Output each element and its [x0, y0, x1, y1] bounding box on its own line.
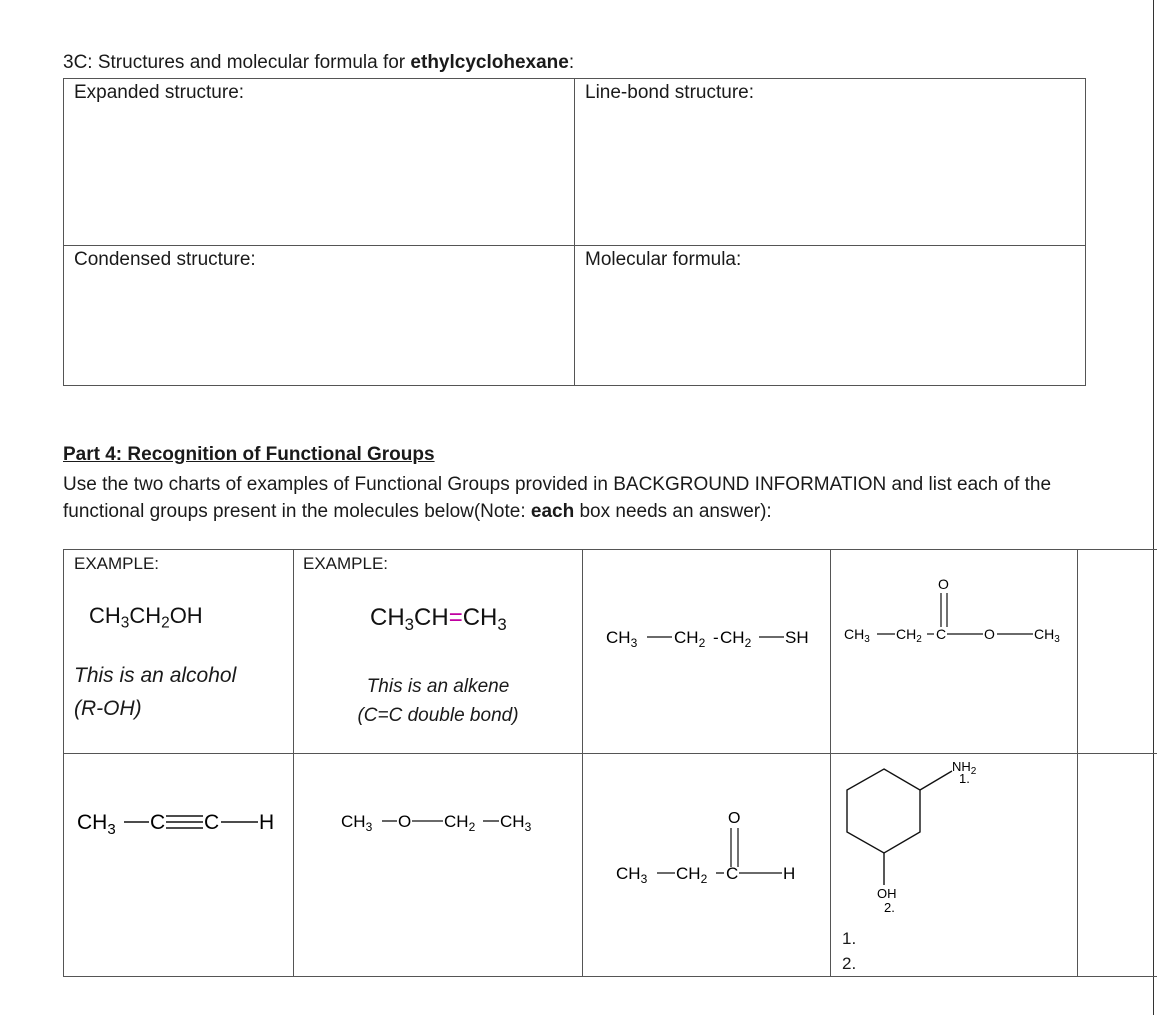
expanded-structure-label: Expanded structure: [74, 82, 245, 103]
svg-text:CH3: $CH_3$ [616, 864, 648, 886]
svg-text:O: O [398, 812, 412, 831]
svg-text:SH: SH [785, 628, 809, 647]
molecular-formula-cell[interactable] [575, 246, 1086, 386]
svg-text:C: C [936, 626, 947, 642]
line-bond-structure-label: Line-bond structure: [585, 82, 754, 103]
svg-text:H: H [259, 811, 275, 834]
functional-group-grid [63, 549, 1157, 977]
svg-text:CH2: $CH_2$ [896, 626, 922, 645]
condensed-structure-cell[interactable] [64, 246, 575, 386]
part4-instructions: Use the two charts of examples of Functional Groups provided in BACKGROUND INFORMATION and list each of the functional groups present in the molecules below(Note: each box needs an answer): [63, 474, 1052, 522]
condensed-structure-label: Condensed structure: [74, 249, 256, 270]
svg-text:CH2: $CH_2$ [676, 864, 708, 886]
svg-text:CH3: $CH_3$ [500, 812, 532, 834]
svg-text:C: C [204, 811, 220, 834]
grid-bottom-border [63, 976, 1157, 977]
svg-text:1.: 1. [959, 771, 970, 786]
answer-number-1: 1. [842, 929, 857, 948]
ethanol-formula: $CH_3CH_2OH$ [89, 603, 203, 632]
svg-text:CH2: $CH_2$ [720, 628, 752, 650]
line-bond-structure-cell[interactable] [575, 79, 1086, 246]
svg-text:H: H [783, 864, 796, 883]
example2-note: This is an alkene (C=C double bond) [357, 676, 519, 726]
svg-text:C: C [150, 811, 166, 834]
ester-structure [830, 549, 1077, 753]
example1-label: EXAMPLE: [74, 554, 160, 573]
svg-text:NH2: $NH_2$ [952, 759, 977, 777]
svg-text:CH3: $CH_3$ [1034, 626, 1060, 645]
svg-text:CH3: $CH_3$ [844, 626, 870, 645]
alkyne-structure [63, 753, 293, 976]
part4-title: Part 4: Recognition of Functional Groups [63, 444, 435, 465]
svg-text:CH3: $CH_3$ [77, 811, 116, 838]
svg-text:CH3: $CH_3$ [341, 812, 373, 834]
svg-text:O: O [984, 626, 995, 642]
svg-text:CH2: $CH_2$ [674, 628, 706, 650]
aminocyclohexanol-structure [830, 753, 1077, 976]
svg-text:CH3: $CH_3$ [606, 628, 638, 650]
section-3c-heading: 3C: Structures and molecular formula for ethylcyclohexane: [63, 52, 575, 73]
propene-formula: $CH_3CH=CH_3$ [370, 604, 507, 635]
svg-text:C: C [726, 864, 739, 883]
svg-text:OH: OH [877, 886, 897, 901]
svg-text:O: O [938, 576, 949, 592]
grid-col-border [1077, 549, 1078, 977]
svg-text:O: O [728, 810, 741, 827]
answer-number-2: 2. [842, 954, 857, 973]
example1-note: This is an alcohol (R-OH) [74, 664, 237, 720]
expanded-structure-cell[interactable] [64, 79, 575, 246]
structure-table [63, 78, 1086, 386]
aldehyde-structure [582, 753, 830, 976]
example2-label: EXAMPLE: [303, 554, 389, 573]
svg-text:-: - [713, 628, 719, 647]
svg-text:2.: 2. [884, 900, 895, 915]
ether-structure [293, 753, 582, 976]
svg-text:CH2: $CH_2$ [444, 812, 476, 834]
molecular-formula-label: Molecular formula: [585, 249, 742, 270]
thiol-structure [582, 549, 830, 753]
